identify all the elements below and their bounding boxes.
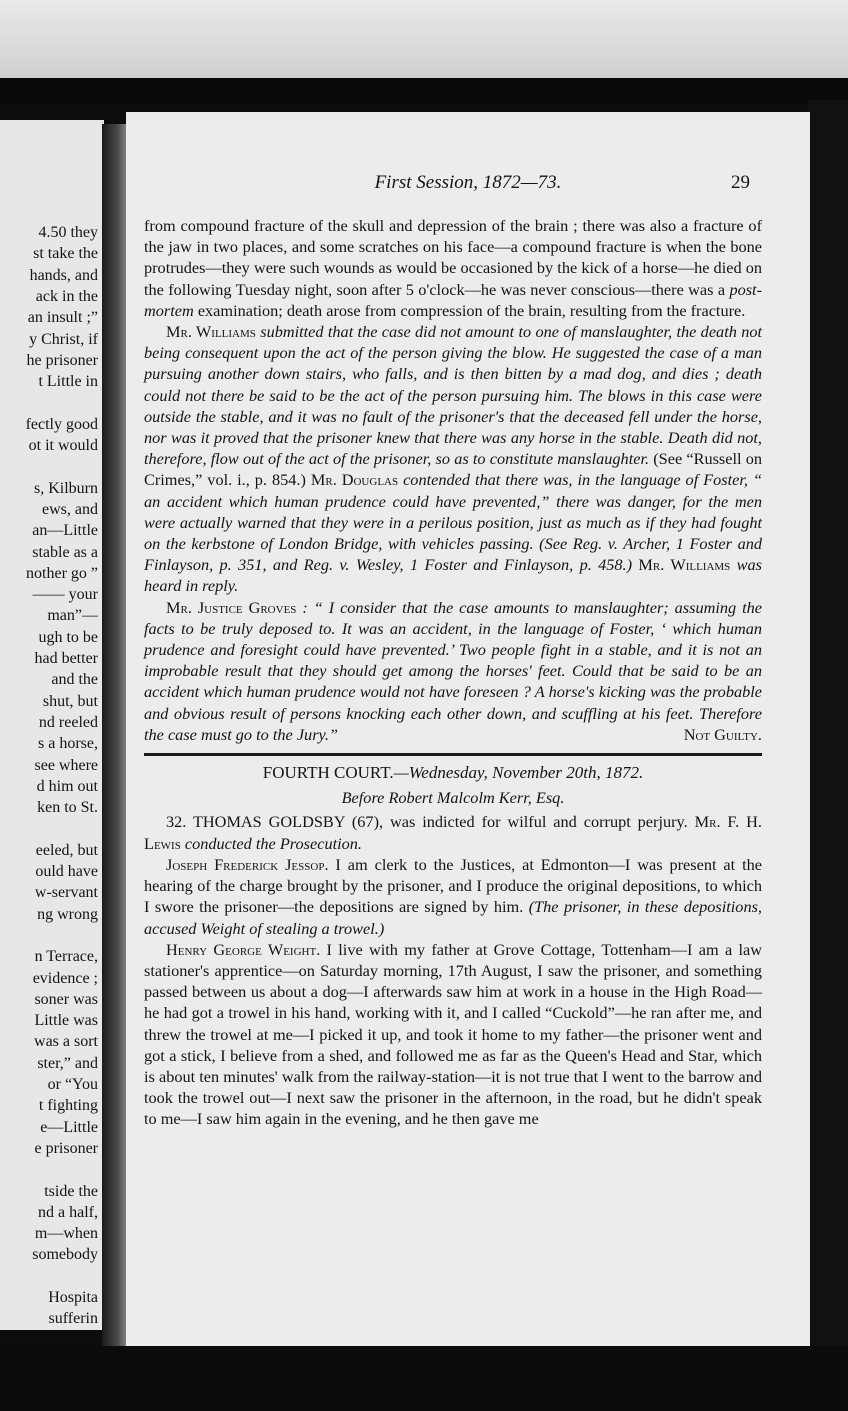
left-page-line: e prisoner xyxy=(34,1139,98,1157)
left-page-line: 4.50 they xyxy=(38,224,98,241)
left-page-line: Little was xyxy=(34,1012,98,1030)
left-page-line: ng wrong xyxy=(37,905,98,923)
scanner-top-shadow xyxy=(0,78,848,104)
left-facing-page xyxy=(0,120,104,1330)
court-heading: FOURTH COURT.—Wednesday, November 20th, 1872. xyxy=(262,763,644,783)
main-page xyxy=(126,112,810,1346)
left-page-line: nd reeled xyxy=(38,713,98,731)
left-page-line: —— your xyxy=(32,586,98,604)
page-text xyxy=(144,215,762,1130)
left-page-line: fectly good xyxy=(25,415,98,433)
left-page-line: man”— xyxy=(47,607,98,625)
section-divider xyxy=(144,753,762,756)
left-page-line: t fighting xyxy=(38,1097,98,1115)
left-page-line: nd a half, xyxy=(38,1203,98,1221)
left-page-line: and the xyxy=(51,671,98,689)
paragraph-judge-ruling: Mr. Justice Groves : “ I consider that the case amounts to manslaughter; assuming the facts to be truly deposed to. It was an accident, in the language of Foster, ‘ which human prudence and foresight could have prevented.’ Two people fight in a stable, and it is not an improbable result that they should get among the horses' feet. Could that be said to be an accident which human prudence would not have foreseen ? A horse's kicking was the probable and obvious result of persons knocking each other down, and scuffling at his feet. Therefore the case must go to the Jury.” Not Guilty. xyxy=(144,597,762,744)
paragraph-witness-weight: Henry George Weight. I live with my father at Grove Cottage, Tottenham—I am a law stationer's apprentice—on Saturday morning, 17th August, I saw the prisoner, and something passed between us about a dog—I afterwards saw him at work in a house in the High Road—he had got a trowel in his hand, working with it, and I called “Cuckold”—he ran after me, and threw the trowel at me—I picked it up, and took it home to my father—the prisoner went and got a stick, I believe from a shed, and followed me as far as the Queen's Head and Star, which is about ten minutes' walk from the railway-station—it is not true that I went to the barrow and took the trowel out—I next saw the prisoner in the afternoon, in the road, but he didn't speak to me—I saw him again in the evening, and he then gave me xyxy=(144,939,762,1129)
left-page-line: ugh to be xyxy=(38,628,98,646)
left-page-line: soner was xyxy=(34,990,98,1008)
left-page-line: Hospita xyxy=(48,1289,98,1306)
left-page-line: t Little in xyxy=(38,373,98,391)
left-page-line: shut, but xyxy=(42,692,98,710)
left-page-line: d him out xyxy=(36,777,98,795)
left-page-line: somebody xyxy=(32,1246,98,1264)
left-page-line: ot it would xyxy=(28,437,98,454)
left-page-line: m—when xyxy=(34,1225,98,1243)
left-page-line: ster,” and xyxy=(37,1054,98,1072)
book-gutter xyxy=(102,124,128,1346)
paragraph-testimony-end: from compound fracture of the skull and depression of the brain ; there was also a fracture of the jaw in two places, and some scratches on his face—a compound fracture is when the bone protrudes—they were such wounds as would be occasioned by the kick of a horse—he died on the following Tuesday night, soon after 5 o'clock—he was never conscious—there was a post-mortem examination; death arose from compression of the brain, resulting from the fracture. xyxy=(144,216,762,320)
paragraph-indictment: 32. THOMAS GOLDSBY (67), was indicted for wilful and corrupt perjury. Mr. F. H. Lewis conducted the Prosecution. xyxy=(144,812,762,853)
left-page-line: an—Little xyxy=(32,522,98,540)
page-number: 29 xyxy=(731,172,750,193)
left-page-line: st take the xyxy=(33,245,98,263)
left-page-line: tside the xyxy=(44,1182,98,1200)
scanner-bottom-margin xyxy=(0,1346,848,1411)
left-page-line: an insult ;” xyxy=(27,309,98,327)
left-page-line: w-servant xyxy=(34,884,98,902)
left-page-line: ken to St. xyxy=(37,799,98,817)
left-page-line: stable as a xyxy=(32,543,98,561)
left-page-line: e—Little xyxy=(40,1118,98,1136)
paragraph-witness-jessop: Joseph Frederick Jessop. I am clerk to the Justices, at Edmonton—I was present at the hearing of the charge brought by the prisoner, and I produce the original depositions, to which I swore the prisoner—the depositions are signed by him. (The prisoner, in these depositions, accused Weight of stealing a trowel.) xyxy=(144,854,762,938)
left-page-line: sufferin xyxy=(48,1310,98,1328)
left-page-line: see where xyxy=(34,756,98,774)
left-page-line: eeled, but xyxy=(35,841,98,859)
left-page-line: s, Kilburn xyxy=(34,479,98,497)
before-judge: Before Robert Malcolm Kerr, Esq. xyxy=(341,788,565,808)
scanner-right-margin xyxy=(808,100,848,1360)
left-page-line: ews, and xyxy=(42,500,98,518)
left-page-line: evidence ; xyxy=(32,969,98,987)
left-page-line: he prisoner xyxy=(26,351,98,369)
left-page-line: n Terrace, xyxy=(34,948,98,966)
left-page-line: nother go ” xyxy=(26,564,98,582)
left-page-line: ould have xyxy=(35,863,98,880)
left-page-line: or “You xyxy=(47,1076,98,1093)
running-head: First Session, 1872—73. xyxy=(374,172,562,193)
left-page-line: ack in the xyxy=(35,287,98,305)
left-page-line: hands, and xyxy=(29,266,98,284)
scanner-top-margin xyxy=(0,0,848,80)
left-page-line: y Christ, if xyxy=(29,330,98,348)
verdict: Not Guilty. xyxy=(683,724,762,744)
left-page-line: had better xyxy=(34,650,98,667)
left-page-line: was a sort xyxy=(34,1033,98,1051)
paragraph-counsel-argument: Mr. Williams submitted that the case did not amount to one of manslaughter, the death not being consequent upon the act of the person giving the blow. He suggested the case of a man pursuing another down stairs, who falls, and is then bitten by a mad dog, and dies ; death could not there be said to be the act of the person pursuing him. The blows in this case were outside the stable, and it was no fault of the prisoner's that the deceased fell under the horse, nor was it proved that the prisoner knew that there was any horse in the stable. Death did not, therefore, flow out of the act of the prisoner, so as to constitute manslaughter. (See “Russell on Crimes,” vol. i., p. 854.) Mr. Douglas contended that there was, in the language of Foster, “ an accident which human prudence could have prevented,” there was danger, for the men were actually warned that they were in a perilous position, just as much as if they had fought on the kerbstone of London Bridge, with vehicles passing. (See Reg. v. Archer, 1 Foster and Finlayson, p. 351, and Reg. v. Wesley, 1 Foster and Finlayson, p. 458.) Mr. Williams was heard in reply. xyxy=(144,322,763,596)
left-page-line: s a horse, xyxy=(38,735,98,753)
